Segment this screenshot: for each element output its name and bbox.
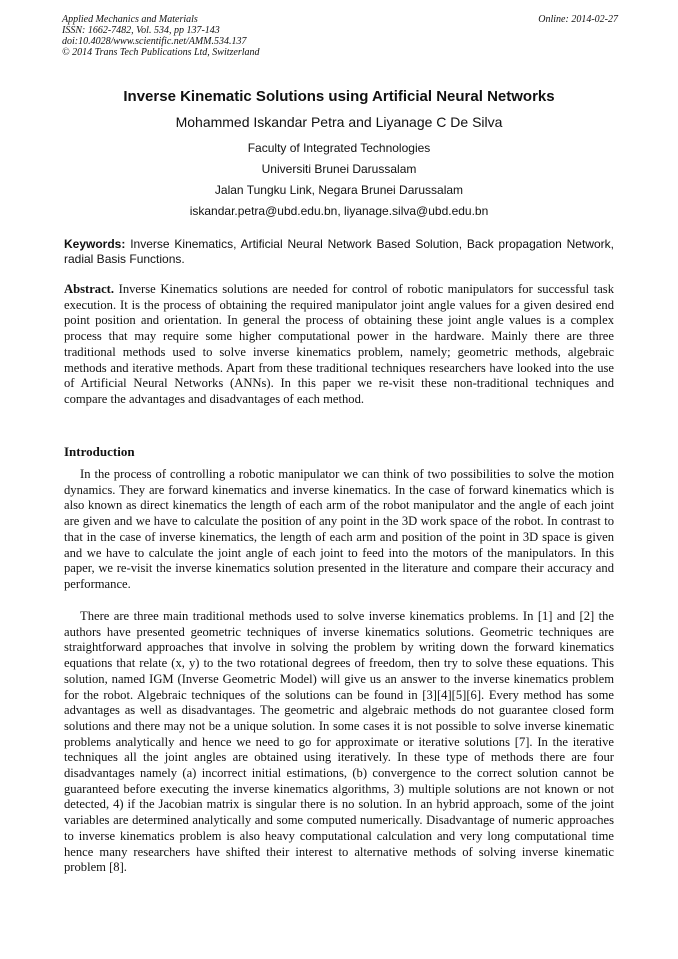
keywords-label: Keywords: — [64, 237, 126, 251]
paper-title: Inverse Kinematic Solutions using Artificial Neural Networks — [123, 88, 555, 105]
keywords-block — [64, 237, 614, 267]
affiliation-university: Universiti Brunei Darussalam — [261, 162, 417, 176]
section-heading-introduction: Introduction — [64, 444, 135, 459]
affiliation-address: Jalan Tungku Link, Negara Brunei Darussalam — [214, 183, 464, 197]
doi-line: doi:10.4028/www.scientific.net/AMM.534.137 — [62, 36, 247, 47]
author-emails: iskandar.petra@ubd.edu.bn, liyanage.silva@ubd.edu.bn — [189, 204, 489, 218]
abstract-label: Abstract. — [64, 282, 115, 296]
online-date: Online: 2014-02-27 — [538, 14, 618, 25]
abstract-text: Inverse Kinematics solutions are needed for control of robotic manipulators for successful task execution. It is the process of obtaining the required manipulator joint angle values for a given desired end point position and orientation. In general the process of obtaining these joint angle values is a complex process that may require some higher computational power in the hardware. Mainly there are three traditional methods used to solve inverse kinematics problem, namely; geometric methods, algebraic methods and iterative methods. Apart from these traditional techniques researchers have looked into the use of Artificial Neural Networks (ANNs). In this paper we re-visit these non-traditional techniques and compare the advantages and disadvantages of each method. — [64, 282, 614, 406]
paper-authors: Mohammed Iskandar Petra and Liyanage C De Silva — [175, 114, 503, 130]
intro-paragraph-2: There are three main traditional methods used to solve inverse kinematics problems. In [1] and [2] the authors have presented geometric techniques of inverse kinematics solutions. Geometric techniques are straightforward approaches that involve in solving the problem by writing down the forward kinematics equations that relate (x, y) to the two rotational degrees of freedom, then try to solve these equations. This solution, named IGM (Inverse Geometric Model) will give us an answer to the inverse kinematics problem for the robot. Algebraic techniques of the solutions can be found in [3][4][5][6]. Every method has some advantages as well as disadvantages. The geometric and algebraic methods do not guarantee closed form solutions and there may not be a unique solution. In some cases it is not possible to solve inverse kinematic problems analytically and hence we need to go for approximate or iterative solutions [7]. In the iterative techniques all the joint angles are obtained using iteratively. In these type of methods there are four disadvantages namely (a) incorrect initial estimations, (b) convergence to the correct solution cannot be guaranteed before executing the inverse kinematics algorithms, 3) multiple solutions are not known or not detected, 4) if the Jacobian matrix is singular there is no solution. In an hybrid approach, some of the joint variables are determined analytically and some computed numerically. Disadvantage of numeric approaches to inverse kinematics problem is also heavy computational calculation and very long computational time hence many researchers have shifted their interest to alternative methods of solving inverse kinematic problem [8]. — [64, 609, 614, 875]
journal-header — [62, 14, 618, 58]
intro-paragraph-1: In the process of controlling a robotic manipulator we can think of two possibilities to solve the motion dynamics. They are forward kinematics and inverse kinematics. In the case of forward kinematics which is also known as direct kinematics the length of each arm of the robot manipulator and the angle of each joint are given and we have to calculate the position of any point in the 3D work space of the robot. In contrast to that in the case of inverse kinematics, the length of each arm and position of the point in 3D space is given and we have to calculate the joint angle of each joint to feed into the motors of the manipulators. In this paper, we re-visit the inverse kinematics solution presented in the literature and compare their accuracy and performance. — [64, 467, 614, 591]
abstract-block — [64, 282, 614, 408]
issn-line: ISSN: 1662-7482, Vol. 534, pp 137-143 — [62, 25, 220, 36]
affiliation-faculty: Faculty of Integrated Technologies — [247, 141, 431, 155]
journal-name: Applied Mechanics and Materials — [62, 14, 198, 25]
affiliation-block — [0, 138, 678, 222]
copyright-line: © 2014 Trans Tech Publications Ltd, Switzerland — [62, 47, 260, 58]
keywords-text: Inverse Kinematics, Artificial Neural Network Based Solution, Back propagation Network, radial Basis Functions. — [64, 237, 614, 266]
